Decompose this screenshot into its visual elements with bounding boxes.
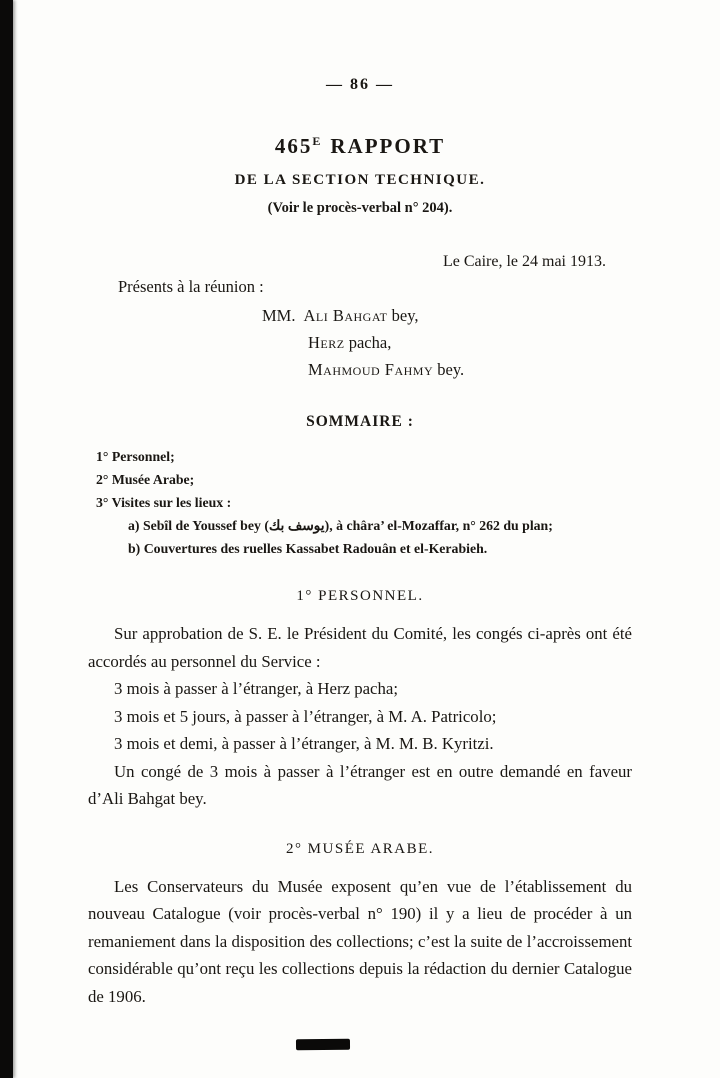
- personnel-closing-paragraph: Un congé de 3 mois à passer à l’étranger est en outre demandé en faveur d’Ali Bahgat bey.: [88, 761, 632, 808]
- section-heading-personnel: 1° PERSONNEL.: [296, 588, 424, 604]
- attendees-list: [88, 302, 632, 383]
- scan-edge-artifact-left: [0, 0, 13, 1078]
- attendee-suffix: pacha,: [344, 333, 392, 352]
- attendee-suffix: bey.: [433, 360, 465, 379]
- report-title-word: RAPPORT: [330, 134, 446, 158]
- sommaire-item-visites: 3° Visites sur les lieux :: [96, 495, 232, 510]
- attendee-name: Mahmoud Fahmy: [308, 360, 434, 379]
- dateline: Le Caire, le 24 mai 1913.: [442, 253, 606, 270]
- sommaire-item-personnel: 1° Personnel;: [96, 449, 175, 464]
- leave-line: 3 mois et 5 jours, à passer à l’étranger, à M. A. Patricolo;: [114, 706, 497, 726]
- report-title: [88, 134, 632, 159]
- report-reference: (Voir le procès-verbal n° 204).: [267, 200, 453, 216]
- attendee-row: [262, 329, 632, 356]
- scan-artifact-bottom: [296, 1039, 350, 1050]
- attendee-suffix: bey,: [387, 306, 419, 325]
- page-number: — 86 —: [326, 76, 394, 93]
- document-page: [13, 0, 720, 1078]
- report-title-ordinal: E: [312, 134, 321, 148]
- sommaire-subitem-a: a) Sebîl de Youssef bey (يوسف بك), à châra’ el-Mozaffar, n° 262 du plan;: [128, 518, 553, 533]
- musee-arabe-paragraph: Les Conservateurs du Musée exposent qu’en vue de l’établissement du nouveau Catalogue (voir procès-verbal n° 190) il y a lieu de procéder à un remaniement dans la disposition des collections; c’est la suite de l’accroissement considérable qu’ont reçu les collections depuis la rédaction du dernier Catalogue de 1906.: [88, 876, 632, 1006]
- report-subtitle: DE LA SECTION TECHNIQUE.: [234, 172, 486, 188]
- attendee-name: Herz: [308, 333, 345, 352]
- section-heading-musee-arabe: 2° MUSÉE ARABE.: [285, 840, 435, 857]
- sommaire-subitem-b: b) Couvertures des ruelles Kassabet Radouân et el-Kerabieh.: [128, 541, 488, 556]
- sommaire-item-musee-arabe: 2° Musée Arabe;: [96, 472, 195, 487]
- sommaire-heading: SOMMAIRE :: [306, 413, 414, 430]
- attendee-row: [262, 356, 632, 383]
- attendees-prefix: MM.: [262, 306, 296, 325]
- presents-label: Présents à la réunion :: [118, 277, 264, 296]
- sommaire-list: [88, 445, 632, 560]
- attendee-name: Ali Bahgat: [303, 306, 388, 325]
- personnel-intro-paragraph: Sur approbation de S. E. le Président du Comité, les congés ci-après ont été accordés au personnel du Service :: [88, 624, 632, 671]
- leave-line: 3 mois à passer à l’étranger, à Herz pacha;: [114, 679, 399, 698]
- report-title-number: 465: [274, 134, 313, 158]
- leave-line: 3 mois et demi, à passer à l’étranger, à M. M. B. Kyritzi.: [114, 734, 494, 753]
- attendee-row: [262, 302, 632, 329]
